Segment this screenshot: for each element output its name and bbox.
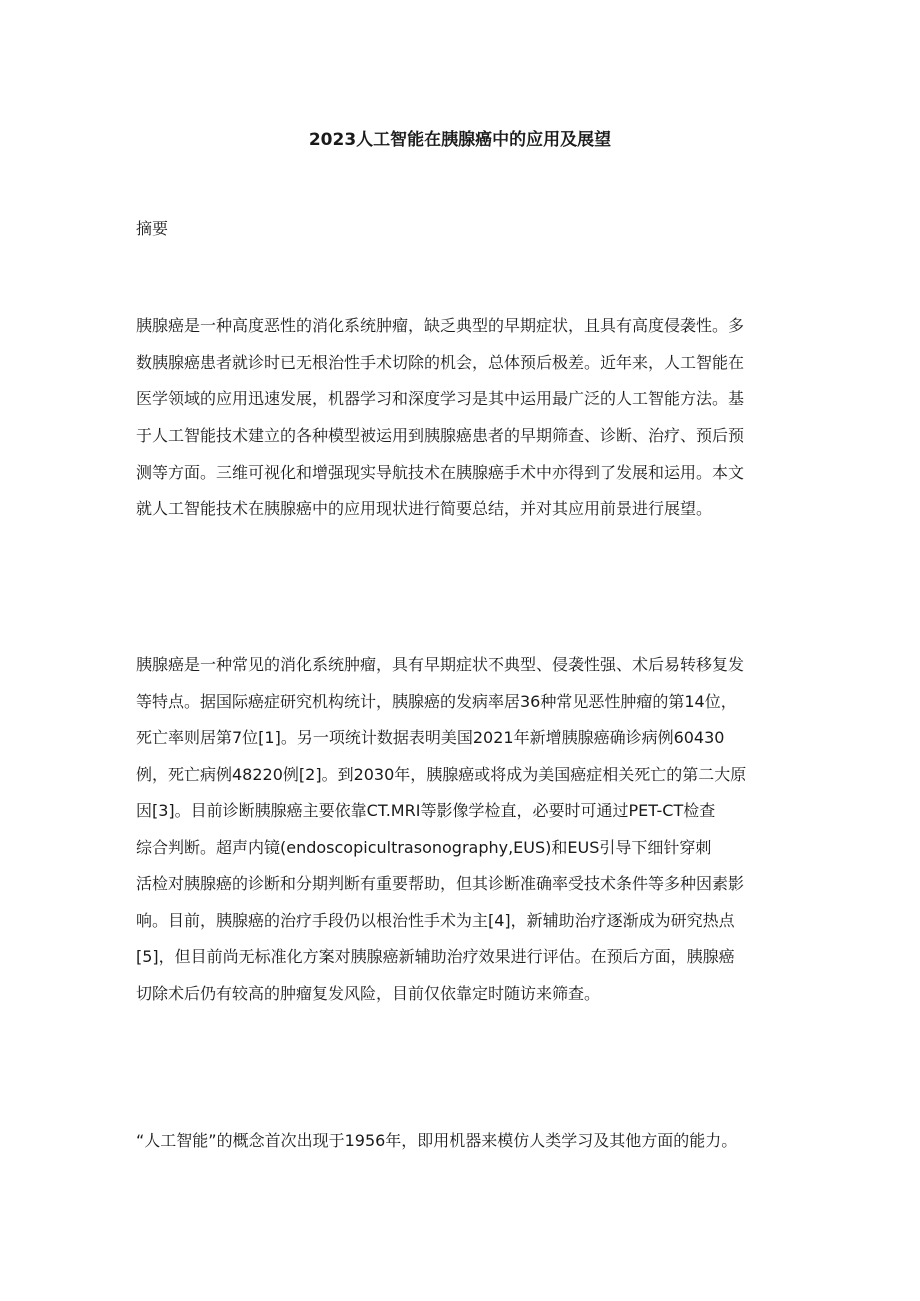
abstract-line: 就人工智能技术在胰腺癌中的应用现状进行简要总结，并对其应用前景进行展望。: [136, 499, 713, 519]
intro-line: 切除术后仍有较高的肿瘤复发风险，目前仅依靠定时随访来筛查。: [136, 983, 601, 1003]
abstract-line: 测等方面。三维可视化和增强现实导航技术在胰腺癌手术中亦得到了发展和运用。本文: [136, 462, 745, 482]
abstract-line: 于人工智能技术建立的各种模型被运用到胰腺癌患者的早期筛查、诊断、治疗、预后预: [136, 426, 745, 446]
intro-line: [5]，但目前尚无标准化方案对胰腺癌新辅助治疗效果进行评估。在预后方面，胰腺癌: [136, 947, 735, 966]
abstract-line: 数胰腺癌患者就诊时已无根治性手术切除的机会，总体预后极差。近年来，人工智能在: [136, 352, 745, 372]
intro-line: 响。目前，胰腺癌的治疗手段仍以根治性手术为主[4]，新辅助治疗逐渐成为研究热点: [136, 910, 735, 930]
abstract-line: 医学领域的应用迅速发展，机器学习和深度学习是其中运用最广泛的人工智能方法。基: [136, 389, 745, 409]
intro-paragraph: [136, 651, 786, 1016]
intro-line: 因[3]。目前诊断胰腺癌主要依靠CT.MRI等影像学检直，必要时可通过PET-CT检查: [136, 801, 716, 820]
ai-line: “人工智能”的概念首次出现于1956年，即用机器来模仿人类学习及其他方面的能力。: [136, 1131, 738, 1150]
ai-paragraph: [136, 1127, 786, 1164]
intro-line: 综合判断。超声内镜(endoscopicultrasonography,EUS)和EUS引导下细针穿刺: [136, 837, 712, 857]
abstract-line: 胰腺癌是一种高度恶性的消化系统肿瘤，缺乏典型的早期症状，且具有高度侵袭性。多: [136, 316, 745, 335]
abstract-heading: 摘要: [136, 219, 169, 238]
intro-line: 胰腺癌是一种常见的消化系统肿瘤，具有早期症状不典型、侵袭性强、术后易转移复发: [136, 655, 745, 674]
document-title: 2023人工智能在胰腺癌中的应用及展望: [308, 130, 612, 150]
abstract-paragraph: [136, 312, 786, 532]
intro-line: 例，死亡病例48220例[2]。到2030年，胰腺癌或将成为美国癌症相关死亡的第二大原: [136, 764, 747, 784]
intro-line: 活检对胰腺癌的诊断和分期判断有重要帮助，但其诊断准确率受技术条件等多种因素影: [136, 874, 745, 893]
intro-line: 死亡率则居第7位[1]。另一项统计数据表明美国2021年新增胰腺癌确诊病例60430: [136, 728, 725, 747]
intro-line: 等特点。据国际癌症研究机构统计，胰腺癌的发病率居36种常见恶性肿瘤的第14位，: [136, 691, 737, 711]
